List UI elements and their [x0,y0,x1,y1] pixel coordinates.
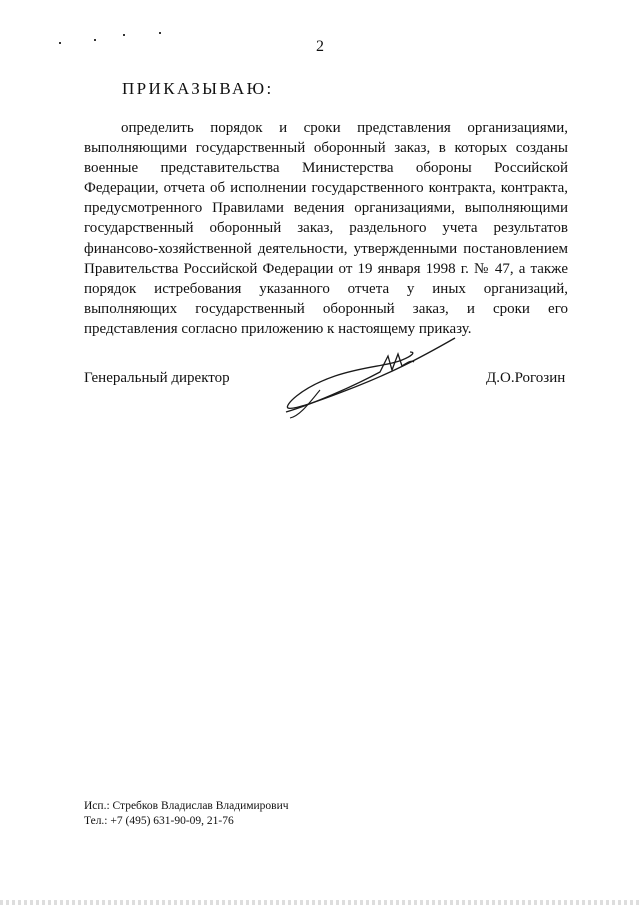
scan-bottom-edge [0,900,640,905]
signature-stroke [287,338,455,408]
executor-name: Исп.: Стребков Владислав Владимирович [84,800,289,812]
order-body-paragraph: определить порядок и сроки представления организациями, выполняющими государственный оборонный заказ, в которых созданы военные представительства Министерства обороны Российской Федерации, отчета об исполнении государственного контракта, контракта, предусмотренного Правилами ведения организациями, выполняющими государственный оборонный заказ, раздельного учета результатов финансово-хозяйственной деятельности, утвержденными постановлением Правительства Российской Федерации от 19 января 1998 г. № 47, а также порядок истребования указанного отчета у иных организаций, выполняющих государственный оборонный заказ, и сроки его представления согласно приложению к настоящему приказу. [84,120,568,337]
order-heading: ПРИКАЗЫВАЮ: [122,79,274,98]
executor-footer [84,799,289,829]
executor-phone: Тел.: +7 (495) 631-90-09, 21-76 [84,815,234,827]
signer-name: Д.О.Рогозин [486,370,566,386]
signature-stroke [286,354,414,412]
scan-artifact-dot [123,34,125,36]
handwritten-signature [280,330,460,430]
signature-stroke [290,390,320,418]
scan-artifact-dot [159,32,161,34]
signer-title: Генеральный директор [84,370,230,386]
page-number: 2 [316,38,324,55]
